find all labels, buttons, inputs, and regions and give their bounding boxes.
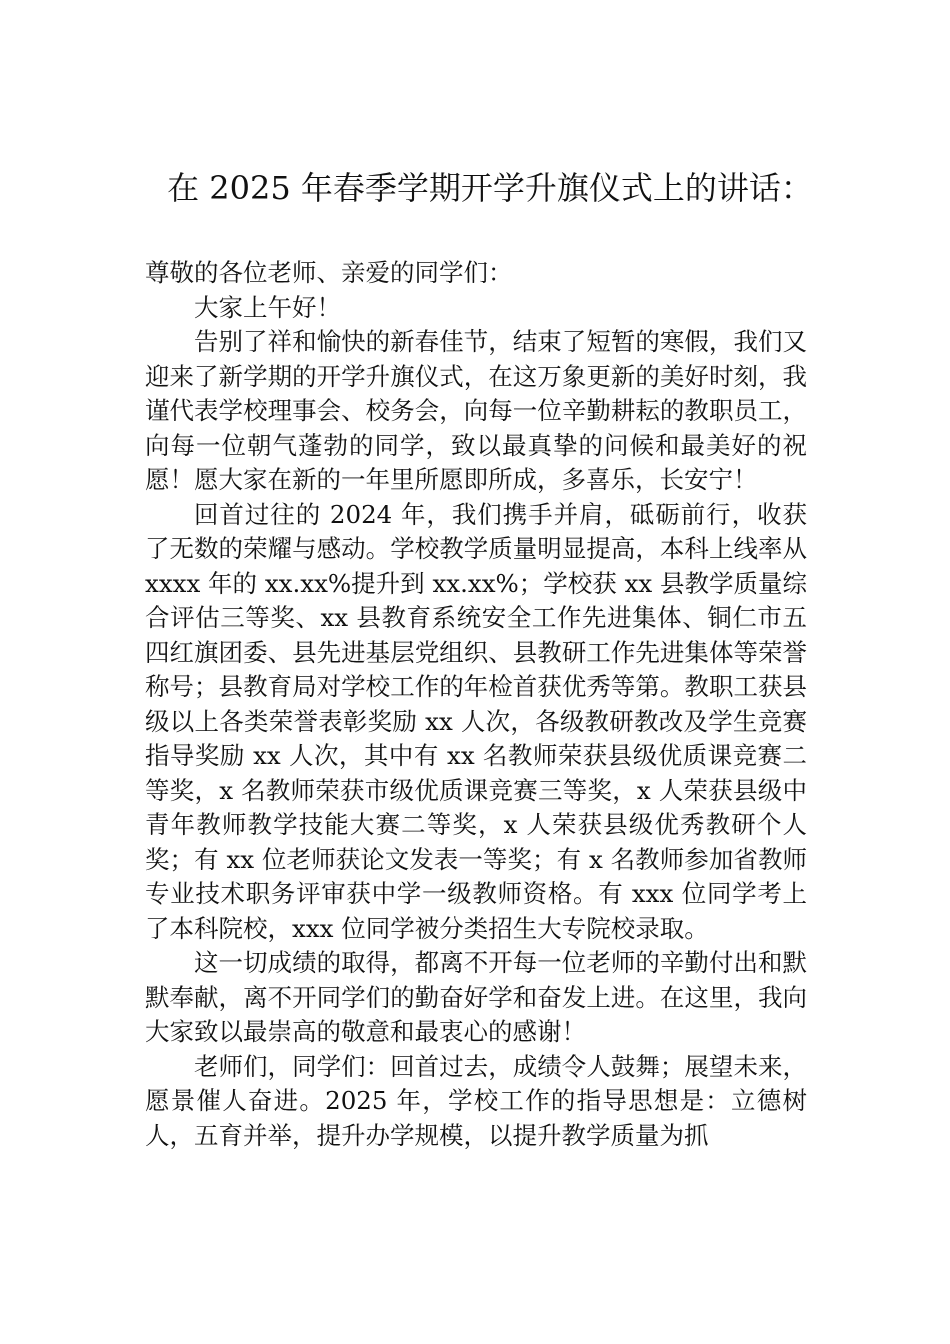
paragraph-achievements: 回首过往的 2024 年，我们携手并肩，砥砺前行，收获了无数的荣耀与感动。学校教学质量明显提高，本科上线率从 xxxx 年的 xx.xx%提升到 xx.xx%；学校获 xx 县教学质量综合评估三等奖、xx 县教育系统安全工作先进集体、铜仁市五四红旗团委、县先进基层党组织、县教研工作先进集体等荣誉称号；县教育局对学校工作的年检首获优秀等第。教职工获县级以上各类荣誉表彰奖励 xx 人次，各级教研教改及学生竞赛指导奖励 xx 人次，其中有 xx 名教师荣获县级优质课竞赛二等奖，x 名教师荣获市级优质课竞赛三等奖，x 人荣获县级中青年教师教学技能大赛二等奖，x 人荣获县级优秀教研个人奖；有 xx 位老师获论文发表一等奖；有 x 名教师参加省教师专业技术职务评审获中学一级教师资格。有 xxx 位同学考上了本科院校，xxx 位同学被分类招生大专院校录取。 (145, 499, 808, 943)
salutation: 尊敬的各位老师、亲爱的同学们： (145, 258, 513, 287)
paragraph-outlook: 老师们，同学们：回首过去，成绩令人鼓舞；展望未来，愿景催人奋进。2025 年，学校工作的指导思想是：立德树人，五育并举，提升办学规模，以提升教学质量为抓 (145, 1051, 807, 1150)
document-title: 在 2025 年春季学期开学升旗仪式上的讲话： (167, 169, 813, 207)
paragraph-greeting: 大家上午好！ (194, 292, 341, 322)
document-body (145, 256, 807, 1153)
paragraph-thanks: 这一切成绩的取得，都离不开每一位老师的辛勤付出和默默奉献，离不开同学们的勤奋好学和奋发上进。在这里，我向大家致以最崇高的敬意和最衷心的感谢！ (145, 948, 807, 1046)
paragraph-new-semester: 告别了祥和愉快的新春佳节，结束了短暂的寒假，我们又迎来了新学期的开学升旗仪式，在这万象更新的美好时刻，我谨代表学校理事会、校务会，向每一位辛勤耕耘的教职员工，向每一位朝气蓬勃的同学，致以最真挚的问候和最美好的祝愿！愿大家在新的一年里所愿即所成，多喜乐，长安宁！ (145, 327, 807, 494)
